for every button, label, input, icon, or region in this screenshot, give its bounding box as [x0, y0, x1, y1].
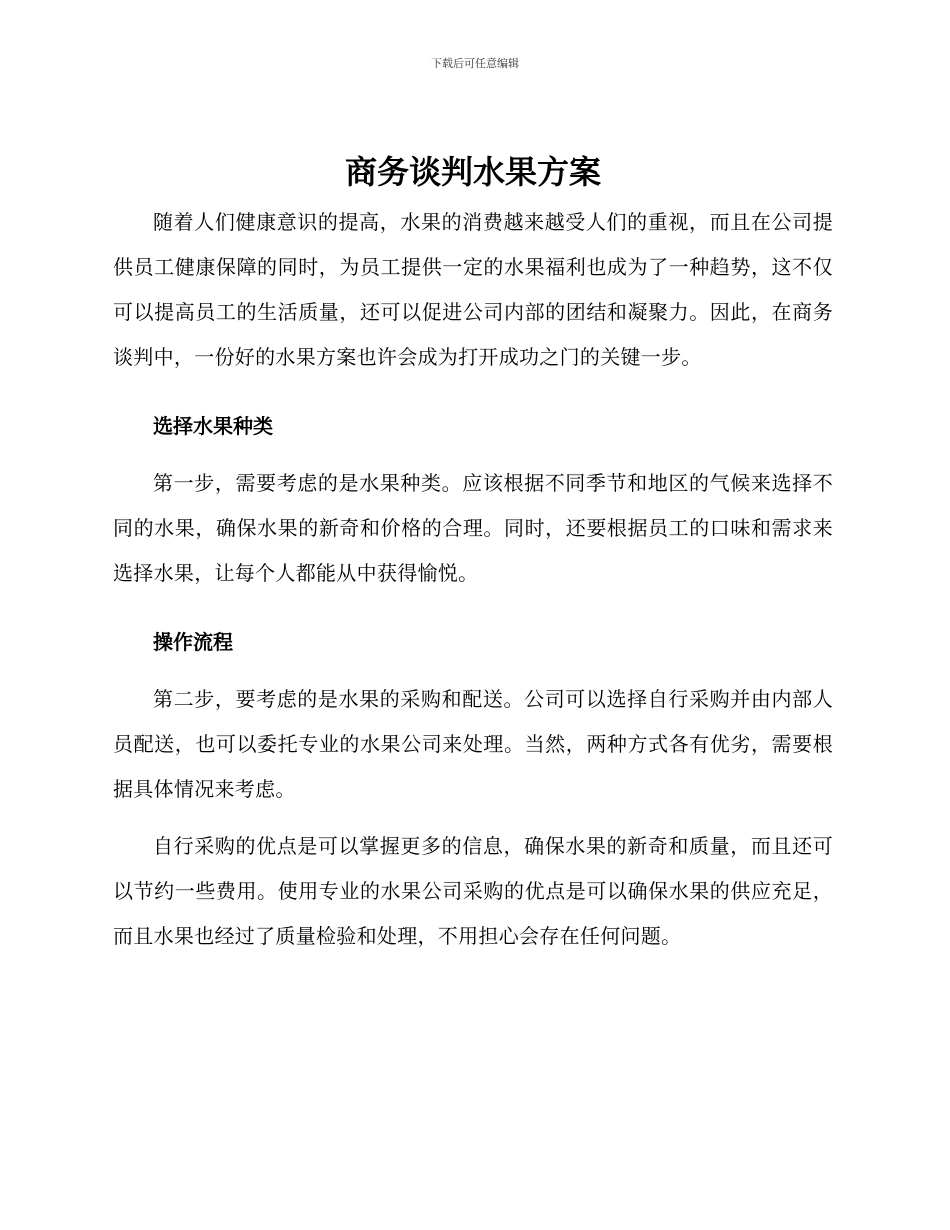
spacer	[113, 380, 833, 392]
paragraph-self-procurement: 自行采购的优点是可以掌握更多的信息，确保水果的新奇和质量，而且还可以节约一些费用。使用专业的水果公司采购的优点是可以确保水果的供应充足，而且水果也经过了质量检验和处理，不用担心会存在任何问题。	[113, 834, 833, 948]
document-body	[113, 148, 833, 959]
document-title: 商务谈判水果方案	[344, 153, 601, 191]
section-heading-operation-process: 操作流程	[153, 630, 233, 654]
spacer	[113, 596, 833, 608]
section-heading-fruit-types: 选择水果种类	[153, 414, 273, 438]
header-note: 下载后可任意编辑	[431, 57, 519, 70]
paragraph-procurement: 第二步，要考虑的是水果的采购和配送。公司可以选择自行采购并由内部人员配送，也可以委托专业的水果公司来处理。当然，两种方式各有优劣，需要根据具体情况来考虑。	[113, 687, 833, 801]
spacer	[113, 812, 833, 824]
intro-paragraph: 随着人们健康意识的提高，水果的消费越来越受人们的重视，而且在公司提供员工健康保障的同时，为员工提供一定的水果福利也成为了一种趋势，这不仅可以提高员工的生活质量，还可以促进公司内部的团结和凝聚力。因此，在商务谈判中，一份好的水果方案也许会成为打开成功之门的关键一步。	[113, 210, 833, 369]
paragraph-fruit-types: 第一步，需要考虑的是水果种类。应该根据不同季节和地区的气候来选择不同的水果，确保水果的新奇和价格的合理。同时，还要根据员工的口味和需求来选择水果，让每个人都能从中获得愉悦。	[113, 471, 833, 585]
